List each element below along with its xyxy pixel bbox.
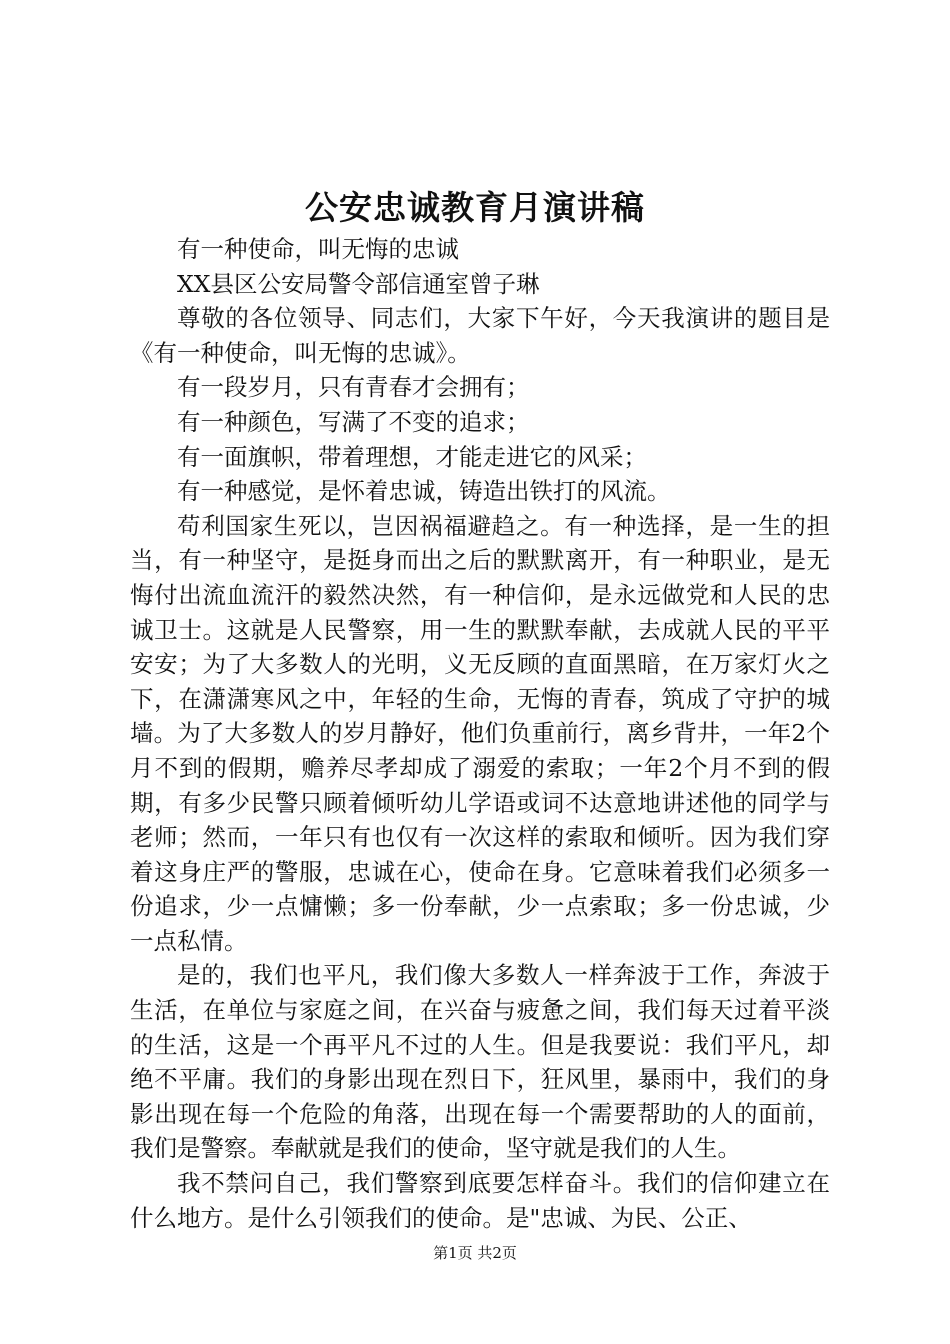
document-title: 公安忠诚教育月演讲稿 — [305, 188, 645, 227]
paragraph: XX县区公安局警令部信通室曾子琳 — [177, 269, 540, 298]
paragraph: 有一段岁月，只有青春才会拥有； — [177, 373, 530, 402]
paragraph: 尊敬的各位领导、同志们，大家下午好，今天我演讲的题目是《有一种使命，叫无悔的忠诚》。 — [130, 304, 830, 367]
paragraph: 有一种颜色，写满了不变的追求； — [177, 407, 530, 436]
paragraph: 苟利国家生死以，岂因祸福避趋之。有一种选择，是一生的担当，有一种坚守，是挺身而出之后的默默离开，有一种职业，是无悔付出流血流汗的毅然决然，有一种信仰，是永远做党和人民的忠诚卫士。这就是人民警察，用一生的默默奉献，去成就人民的平平安安；为了大多数人的光明，义无反顾的直面黑暗，在万家灯火之下，在潇潇寒风之中，年轻的生命，无悔的青春，筑成了守护的城墙。为了大多数人的岁月静好，他们负重前行，离乡背井，一年2个月不到的假期，赡养尽孝却成了溺爱的索取；一年2个月不到的假期，有多少民警只顾着倾听幼儿学语或词不达意地讲述他的同学与老师；然而，一年只有也仅有一次这样的索取和倾听。因为我们穿着这身庄严的警服，忠诚在心，使命在身。它意味着我们必须多一份追求，少一点慵懒；多一份奉献，少一点索取；多一份忠诚，少一点私情。 — [130, 511, 830, 955]
paragraph: 是的，我们也平凡，我们像大多数人一样奔波于工作，奔波于生活，在单位与家庭之间，在兴奋与疲惫之间，我们每天过着平淡的生活，这是一个再平凡不过的人生。但是我要说：我们平凡，却绝不平庸。我们的身影出现在烈日下，狂风里，暴雨中，我们的身影出现在每一个危险的角落，出现在每一个需要帮助的人的面前，我们是警察。奉献就是我们的使命，坚守就是我们的人生。 — [130, 961, 830, 1163]
document-body — [130, 232, 830, 1235]
paragraph: 有一种使命，叫无悔的忠诚 — [177, 235, 459, 263]
paragraph: 有一种感觉，是怀着忠诚，铸造出铁打的风流。 — [177, 477, 671, 506]
page-footer: 第1页 共2页 — [433, 1244, 517, 1262]
paragraph: 我不禁问自己，我们警察到底要怎样奋斗。我们的信仰建立在什么地方。是什么引领我们的使命。是"忠诚、为民、公正、 — [130, 1169, 830, 1232]
paragraph: 有一面旗帜，带着理想，才能走进它的风采； — [177, 442, 647, 471]
